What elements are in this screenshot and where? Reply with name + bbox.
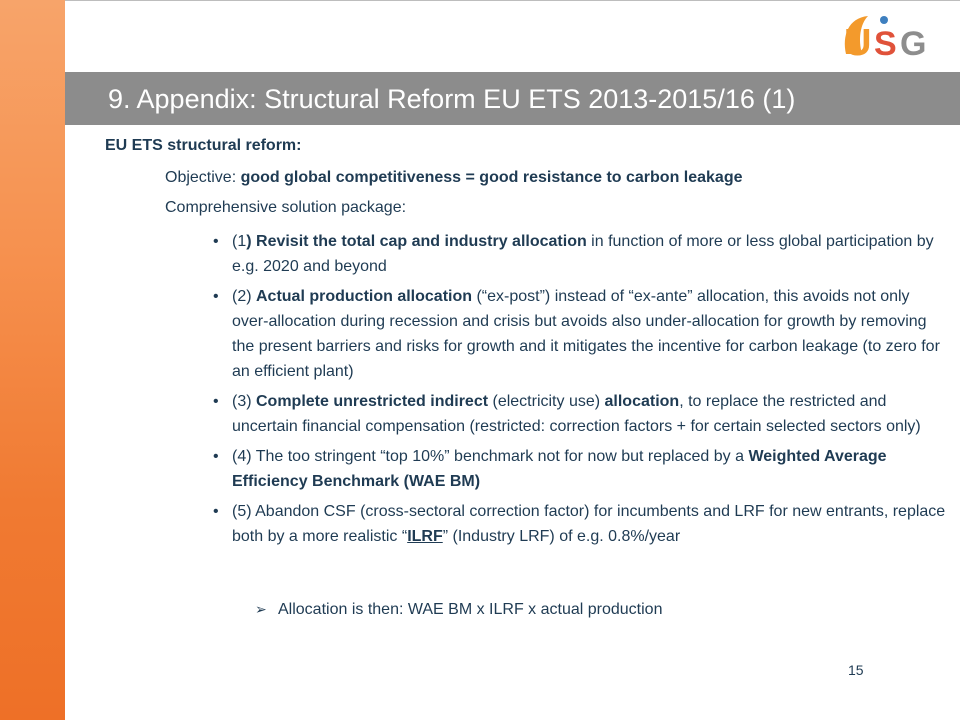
- bullet-item-4: [213, 444, 948, 494]
- bullet-3-bold: Complete unrestricted indirect: [256, 393, 489, 410]
- bullet-2-number: (2): [232, 288, 256, 305]
- bullet-1-number: (1: [232, 233, 247, 250]
- package-label: Comprehensive solution package:: [165, 199, 407, 216]
- bullet-dot-icon: •: [213, 288, 219, 305]
- bullet-dot-icon: •: [213, 503, 219, 520]
- bullet-item-1: [213, 229, 948, 279]
- logo-letter-s: S: [874, 25, 897, 63]
- bullet-5-text: (5) Abandon CSF (cross-sectoral correction factor) for incumbents and LRF for new entrants, replace both by a more realistic “: [232, 503, 946, 545]
- slide-body: [65, 125, 960, 685]
- logo-letter-g: G: [900, 25, 927, 63]
- objective-line: [165, 169, 743, 187]
- bullet-3-bold-2: allocation: [604, 393, 680, 410]
- objective-value: good global competitiveness = good resistance to carbon leakage: [240, 169, 743, 186]
- top-border: [65, 0, 960, 1]
- objective-label: Objective:: [165, 169, 241, 186]
- bullet-item-2: [213, 284, 948, 384]
- section-heading: EU ETS structural reform:: [105, 137, 302, 154]
- bullet-4-bold: Weighted Average Efficiency Benchmark (WAE BM): [232, 448, 887, 490]
- bullet-4-text: (4) The too stringent “top 10%” benchmark not for now but replaced by a: [232, 448, 749, 465]
- bullet-dot-icon: •: [213, 448, 219, 465]
- logo-dot: [880, 16, 888, 24]
- bullet-1-text: in function of more or less global participation by e.g. 2020 and beyond: [232, 233, 934, 275]
- bullet-dot-icon: •: [213, 393, 219, 410]
- bullet-dot-icon: •: [213, 233, 219, 250]
- bullet-2-bold: Actual production allocation: [256, 288, 473, 305]
- bullet-item-3: [213, 389, 948, 439]
- bullet-item-5: [213, 499, 948, 549]
- sidebar-accent: [0, 0, 65, 720]
- arrow-icon: ➢: [255, 601, 267, 617]
- slide-title: 9. Appendix: Structural Reform EU ETS 2013-2015/16 (1): [108, 84, 796, 114]
- bullet-3-text: , to replace the restricted and uncertain financial compensation (restricted: correction factors + for certain selected sectors only): [232, 393, 921, 435]
- usg-logo: [838, 6, 942, 68]
- bullet-2-text: (“ex-post”) instead of “ex-ante” allocation, this avoids not only over-allocation during recession and crisis but avoids also under-allocation for growth by removing the present barriers and risks for growth and it mitigates the incentive for carbon leakage (to zero for an efficient plant): [232, 288, 940, 380]
- conclusion-text: Allocation is then: WAE BM x ILRF x actual production: [278, 601, 663, 618]
- bullet-3-number: (3): [232, 393, 256, 410]
- conclusion-line: [255, 601, 662, 619]
- bullet-list: [213, 229, 948, 554]
- page-number: 15: [848, 662, 864, 678]
- bullet-5-underline: ILRF: [407, 528, 443, 545]
- logo-letter-u: U: [844, 22, 872, 64]
- bullet-5-rest: ” (Industry LRF) of e.g. 0.8%/year: [442, 528, 681, 545]
- bullet-3-mid: (electricity use): [488, 393, 605, 410]
- bullet-1-bold: ) Revisit the total cap and industry allocation: [246, 233, 587, 250]
